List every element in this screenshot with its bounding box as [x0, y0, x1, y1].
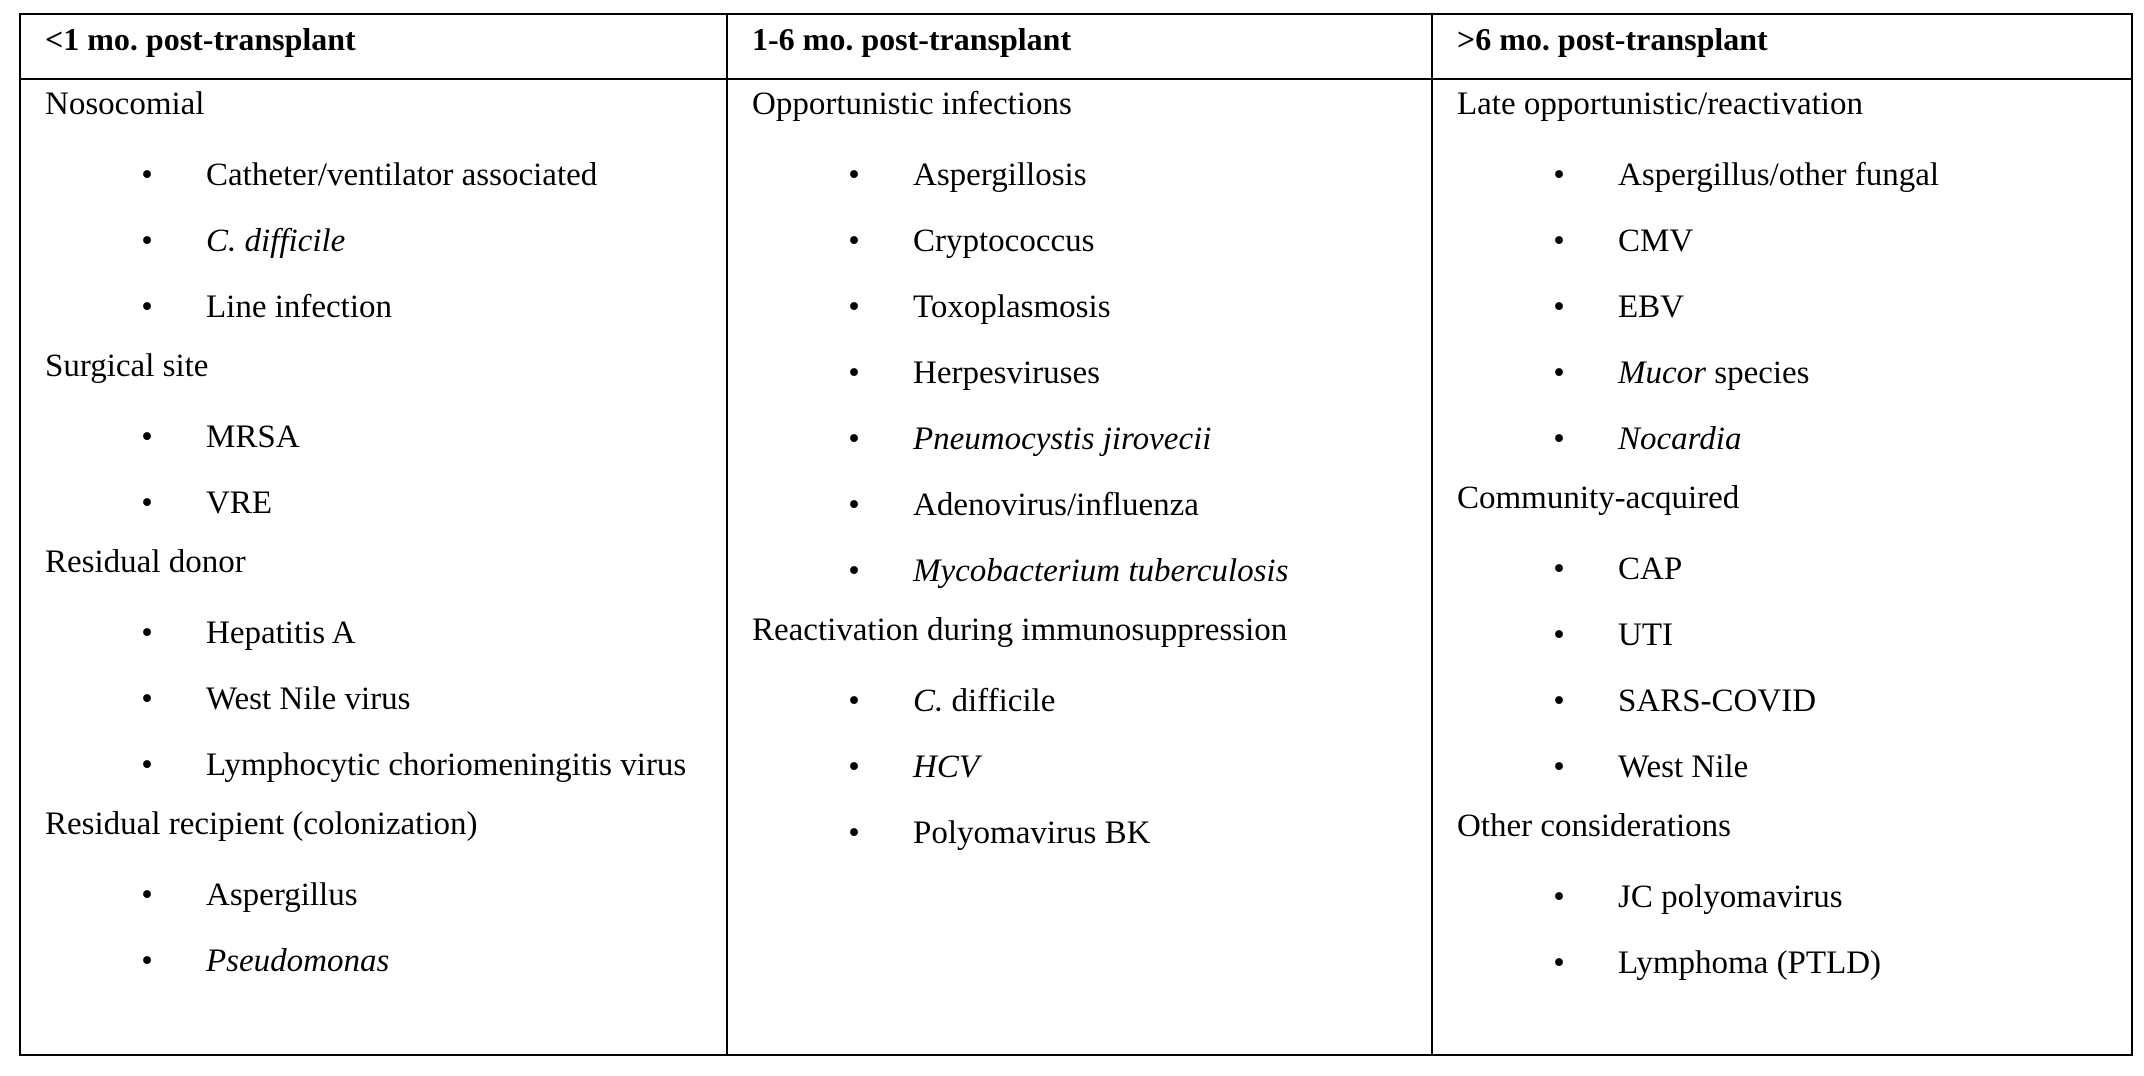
bullet-icon: •: [141, 485, 153, 521]
bullet-icon: •: [1553, 617, 1565, 653]
category-heading: Reactivation during immunosuppression: [752, 612, 1288, 648]
bullet-icon: •: [141, 223, 153, 259]
list-item: [45, 472, 712, 538]
bullet-icon: •: [141, 615, 153, 651]
list-item-text: CAP: [1618, 551, 1683, 587]
category-heading: Community-acquired: [1457, 480, 1740, 516]
list-item-text: Aspergillus/other fungal: [1618, 157, 1940, 193]
list-item: [752, 802, 1417, 868]
list-item-text: Adenovirus/influenza: [913, 487, 1199, 523]
list-item: [752, 408, 1417, 474]
list-item: [1457, 144, 2117, 210]
list-item-text: Line infection: [206, 289, 393, 325]
list-item: [1457, 670, 2117, 736]
bullet-icon: •: [141, 943, 153, 979]
list-item-text: HCV: [913, 749, 979, 785]
bullet-icon: •: [141, 157, 153, 193]
infection-timeline-table: [19, 13, 2133, 1056]
bullet-icon: •: [848, 223, 860, 259]
list-item-text: Aspergillosis: [913, 157, 1087, 193]
list-item: [45, 276, 712, 342]
list-item-text: Polyomavirus BK: [913, 815, 1151, 851]
list-item: [752, 342, 1417, 408]
list-item-text: Pseudomonas: [206, 943, 390, 979]
column-header: <1 mo. post-transplant: [45, 21, 356, 57]
bullet-icon: •: [848, 553, 860, 589]
bullet-icon: •: [848, 815, 860, 851]
bullet-icon: •: [1553, 157, 1565, 193]
column-body: [728, 80, 1431, 868]
category-heading: Late opportunistic/reactivation: [1457, 86, 1863, 122]
list-item-text: Catheter/ventilator associated: [206, 157, 598, 193]
bullet-icon: •: [848, 683, 860, 719]
bullet-icon: •: [1553, 945, 1565, 981]
list-item: [45, 734, 712, 800]
list-item: [752, 276, 1417, 342]
list-item: [45, 864, 712, 930]
category-heading: Other considerations: [1457, 808, 1732, 844]
list-item-text: West Nile virus: [206, 681, 411, 717]
list-item: [45, 406, 712, 472]
bullet-icon: •: [848, 487, 860, 523]
list-item-text: EBV: [1618, 289, 1684, 325]
category-heading: Residual recipient (colonization): [45, 806, 478, 842]
list-item: [752, 736, 1417, 802]
list-item: [1457, 866, 2117, 932]
category-heading: Surgical site: [45, 348, 209, 384]
bullet-icon: •: [1553, 289, 1565, 325]
bullet-icon: •: [848, 421, 860, 457]
bullet-icon: •: [848, 157, 860, 193]
list-item: [752, 670, 1417, 736]
list-item-text: MRSA: [206, 419, 300, 455]
bullet-icon: •: [141, 747, 153, 783]
bullet-icon: •: [848, 289, 860, 325]
bullet-icon: •: [1553, 683, 1565, 719]
category-heading: Opportunistic infections: [752, 86, 1072, 122]
bullet-icon: •: [1553, 879, 1565, 915]
list-item: [45, 930, 712, 996]
list-item-text: difficile: [943, 683, 1056, 719]
column-header: 1-6 mo. post-transplant: [752, 21, 1072, 57]
list-item-text-italic: Mucor: [1618, 355, 1706, 391]
list-item-text: JC polyomavirus: [1618, 879, 1843, 915]
list-item: [45, 210, 712, 276]
bullet-icon: •: [1553, 355, 1565, 391]
list-item: [1457, 604, 2117, 670]
category-heading: Nosocomial: [45, 86, 205, 122]
list-item: [1457, 408, 2117, 474]
list-item-text: Lymphoma (PTLD): [1618, 945, 1882, 981]
list-item-text: SARS-COVID: [1618, 683, 1817, 719]
bullet-icon: •: [1553, 551, 1565, 587]
column-body: [1433, 80, 2131, 998]
list-item: [1457, 342, 2117, 408]
bullet-icon: •: [1553, 421, 1565, 457]
list-item: [45, 602, 712, 668]
list-item-text: Toxoplasmosis: [913, 289, 1111, 325]
list-item: [1457, 538, 2117, 604]
list-item-text: species: [1705, 355, 1810, 391]
list-item-text: Mycobacterium tuberculosis: [913, 553, 1289, 589]
list-item-text: Pneumocystis jirovecii: [913, 421, 1212, 457]
bullet-icon: •: [1553, 223, 1565, 259]
column-under-1-month: [21, 15, 726, 1054]
list-item: [752, 144, 1417, 210]
list-item: [1457, 932, 2117, 998]
bullet-icon: •: [141, 289, 153, 325]
list-item-text: CMV: [1618, 223, 1694, 259]
list-item: [752, 474, 1417, 540]
bullet-icon: •: [848, 355, 860, 391]
list-item: [45, 668, 712, 734]
list-item: [45, 144, 712, 210]
list-item-text: C. difficile: [206, 223, 346, 259]
bullet-icon: •: [141, 419, 153, 455]
list-item-text: Lymphocytic choriomeningitis virus: [206, 747, 687, 783]
list-item: [752, 540, 1417, 606]
bullet-icon: •: [848, 749, 860, 785]
list-item-text: Nocardia: [1618, 421, 1742, 457]
column-over-6-months: [1431, 15, 2131, 1054]
list-item-text: UTI: [1618, 617, 1673, 653]
list-item: [752, 210, 1417, 276]
bullet-icon: •: [141, 681, 153, 717]
category-heading: Residual donor: [45, 544, 246, 580]
list-item-text-italic: C.: [913, 683, 944, 719]
list-item-text: Herpesviruses: [913, 355, 1100, 391]
list-item-text: Aspergillus: [206, 877, 358, 913]
bullet-icon: •: [141, 877, 153, 913]
bullet-icon: •: [1553, 749, 1565, 785]
list-item-text: Cryptococcus: [913, 223, 1095, 259]
list-item-text: Hepatitis A: [206, 615, 356, 651]
list-item: [1457, 276, 2117, 342]
list-item: [1457, 210, 2117, 276]
column-body: [21, 80, 726, 996]
column-1-to-6-months: [726, 15, 1431, 1054]
list-item-text: VRE: [206, 485, 272, 521]
list-item: [1457, 736, 2117, 802]
column-header: >6 mo. post-transplant: [1457, 21, 1768, 57]
list-item-text: West Nile: [1618, 749, 1749, 785]
